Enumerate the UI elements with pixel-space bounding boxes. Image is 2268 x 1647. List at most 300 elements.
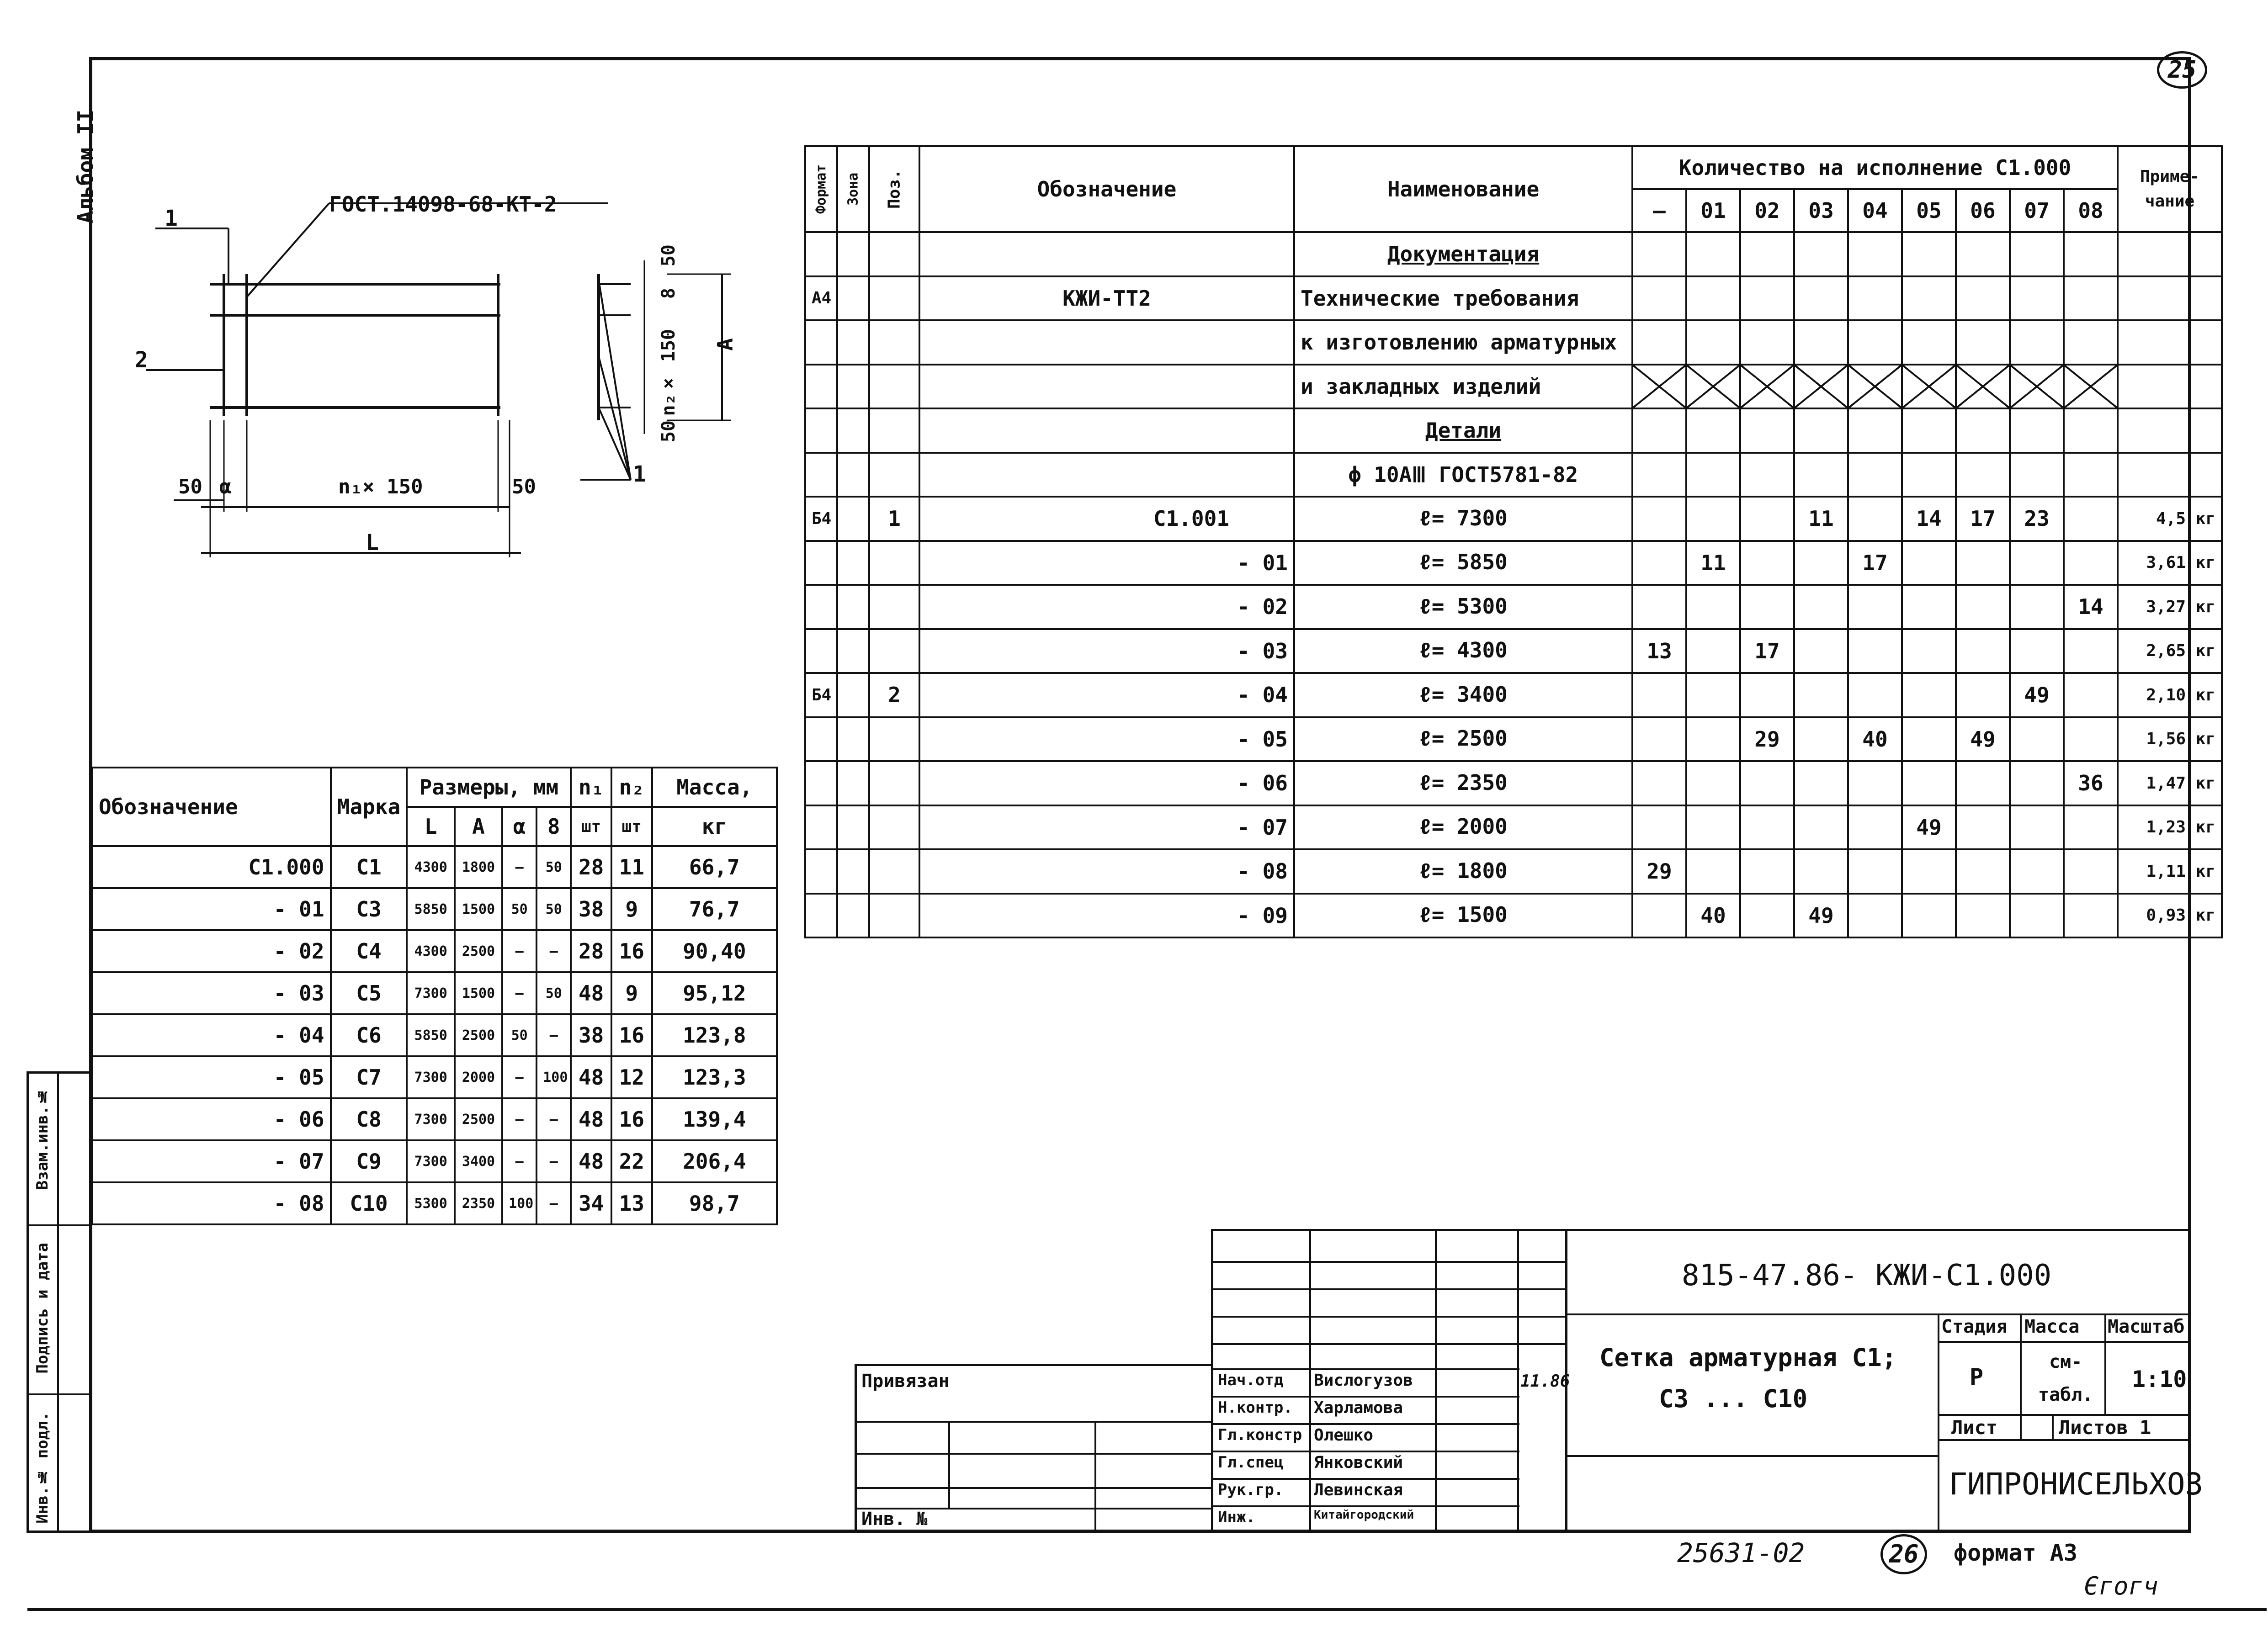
- spec-qty-cell: [1632, 894, 1686, 938]
- spec-row: [805, 453, 2222, 497]
- spec-zone-cell: [837, 805, 869, 850]
- sizes-cell: 95,12: [652, 972, 777, 1014]
- spec-zone-cell: [837, 541, 869, 585]
- spec-qty-cell: [1632, 232, 1686, 276]
- title-block: [1565, 1229, 2204, 1533]
- sheet-number-bottom: 26: [1880, 1534, 1927, 1574]
- spec-zone-cell: [837, 276, 869, 321]
- sizes-header-L: L: [407, 807, 454, 846]
- sizes-cell: —: [502, 930, 536, 972]
- dim-left-label: 50: [178, 475, 202, 498]
- spec-qty-cell: [1686, 673, 1740, 717]
- privyazan-label: Привязан: [861, 1371, 950, 1392]
- sizes-cell: 7300: [407, 1140, 454, 1182]
- spec-qty-cell: [1632, 497, 1686, 541]
- mass-value: см- табл.: [2038, 1351, 2093, 1405]
- dim-top-label: 50: [658, 244, 679, 267]
- qty-col-header: —: [1632, 189, 1686, 232]
- spec-qty-cell: [1848, 673, 1902, 717]
- sizes-cell: 4300: [407, 930, 454, 972]
- spec-qty-cell: [2010, 805, 2064, 850]
- spec-name-cell: ℓ= 2350: [1294, 761, 1632, 805]
- spec-name-cell: ℓ= 1800: [1294, 849, 1632, 894]
- scale-header: Масштаб: [2108, 1316, 2185, 1337]
- spec-row: [805, 849, 2222, 894]
- spec-name-cell: ℓ= 5850: [1294, 541, 1632, 585]
- spec-qty-cell: [1794, 276, 1848, 321]
- sizes-header-mark: Марка: [331, 768, 407, 846]
- spec-qty-cell: [1740, 585, 1794, 629]
- spec-format-cell: [805, 849, 837, 894]
- spec-qty-cell: [1956, 673, 2010, 717]
- col-header-pos: Поз.: [869, 146, 919, 232]
- spec-note-cell: 1,23 кг: [2118, 805, 2222, 850]
- sizes-cell: 50: [502, 1014, 536, 1056]
- spec-zone-cell: [837, 232, 869, 276]
- spec-qty-cell: [2010, 585, 2064, 629]
- staff-row-line: [1213, 1478, 1519, 1480]
- sizes-cell: —: [502, 1140, 536, 1182]
- spec-format-cell: [805, 320, 837, 365]
- spec-qty-cell: [1740, 232, 1794, 276]
- sizes-cell: 50: [502, 888, 536, 930]
- sizes-cell: 98,7: [652, 1182, 777, 1224]
- sizes-cell: 50: [536, 846, 571, 888]
- spec-zone-cell: [837, 849, 869, 894]
- spec-designation-cell: КЖИ-ТТ2: [919, 276, 1294, 321]
- spec-qty-cell: [1956, 629, 2010, 673]
- sizes-cell: 2500: [455, 1098, 502, 1140]
- spec-qty-cell: [1686, 761, 1740, 805]
- sizes-cell: - 02: [92, 930, 331, 972]
- spec-pos-cell: [869, 761, 919, 805]
- sizes-cell: 38: [571, 888, 611, 930]
- spec-pos-cell: 2: [869, 673, 919, 717]
- sizes-cell: 7300: [407, 972, 454, 1014]
- spec-zone-cell: [837, 894, 869, 938]
- stage-value: Р: [1970, 1364, 1984, 1390]
- spec-qty-cell: [1740, 673, 1794, 717]
- spec-format-cell: [805, 717, 837, 762]
- spec-qty-cell: 49: [1956, 717, 2010, 762]
- spec-qty-cell: [1740, 761, 1794, 805]
- spec-row: [805, 761, 2222, 805]
- spec-designation-cell: [919, 365, 1294, 409]
- spec-qty-cell: [1902, 849, 1956, 894]
- spec-qty-cell: [2010, 320, 2064, 365]
- spec-qty-cell: [1632, 365, 1686, 409]
- staff-role: Инж.: [1218, 1508, 1255, 1526]
- spec-pos-cell: [869, 320, 919, 365]
- spec-qty-cell: [1848, 408, 1902, 453]
- spec-name-cell: ℓ= 3400: [1294, 673, 1632, 717]
- spec-format-cell: Б4: [805, 673, 837, 717]
- sizes-cell: —: [536, 1098, 571, 1140]
- sizes-row: [92, 888, 777, 930]
- stage-header: Стадия: [1941, 1316, 2008, 1337]
- qty-col-header: 02: [1740, 189, 1794, 232]
- sizes-cell: —: [502, 972, 536, 1014]
- side-stamp: [27, 1071, 90, 1533]
- staff-name: Янковский: [1314, 1453, 1403, 1472]
- sizes-cell: - 05: [92, 1056, 331, 1098]
- spec-zone-cell: [837, 453, 869, 497]
- spec-pos-cell: 1: [869, 497, 919, 541]
- spec-qty-cell: [1794, 453, 1848, 497]
- sizes-cell: 22: [611, 1140, 652, 1182]
- spec-qty-cell: 36: [2064, 761, 2118, 805]
- spec-qty-cell: [1956, 408, 2010, 453]
- sizes-cell: - 03: [92, 972, 331, 1014]
- spec-qty-cell: [1686, 849, 1740, 894]
- mass-header: Масса: [2024, 1316, 2080, 1337]
- spec-qty-cell: 23: [2010, 497, 2064, 541]
- spec-qty-cell: [1686, 408, 1740, 453]
- spec-pos-cell: [869, 232, 919, 276]
- sizes-cell: 206,4: [652, 1140, 777, 1182]
- spec-qty-cell: [1902, 585, 1956, 629]
- staff-row-line: [1213, 1396, 1519, 1398]
- sizes-row: [92, 1056, 777, 1098]
- sizes-cell: 48: [571, 1098, 611, 1140]
- spec-qty-cell: [2064, 497, 2118, 541]
- sizes-table: [91, 767, 778, 1225]
- sizes-cell: 16: [611, 1014, 652, 1056]
- spec-pos-cell: [869, 585, 919, 629]
- sizes-cell: 9: [611, 972, 652, 1014]
- dim-n2-label: n₂× 150: [658, 329, 679, 416]
- specification-table: [804, 145, 2223, 938]
- approval-date: 11.86: [1520, 1372, 1570, 1391]
- spec-qty-cell: [2064, 849, 2118, 894]
- spec-qty-cell: [1848, 629, 1902, 673]
- sizes-cell: 48: [571, 972, 611, 1014]
- spec-row: [805, 805, 2222, 850]
- spec-qty-cell: [1686, 453, 1740, 497]
- spec-format-cell: [805, 408, 837, 453]
- spec-qty-cell: [1902, 408, 1956, 453]
- spec-note-cell: [2118, 408, 2222, 453]
- spec-note-cell: 3,61 кг: [2118, 541, 2222, 585]
- sizes-cell: - 08: [92, 1182, 331, 1224]
- spec-qty-cell: [1794, 673, 1848, 717]
- spec-designation-cell: - 08: [919, 849, 1294, 894]
- spec-qty-cell: [1902, 276, 1956, 321]
- sizes-cell: 123,3: [652, 1056, 777, 1098]
- sizes-header-designation: Обозначение: [92, 768, 331, 846]
- dim-n1-label: n₁× 150: [338, 475, 423, 498]
- spec-qty-cell: [1740, 408, 1794, 453]
- spec-qty-cell: [1902, 320, 1956, 365]
- sizes-cell: —: [502, 1056, 536, 1098]
- spec-designation-cell: - 02: [919, 585, 1294, 629]
- spec-qty-cell: [2010, 365, 2064, 409]
- spec-qty-cell: [1902, 453, 1956, 497]
- spec-row: [805, 894, 2222, 938]
- spec-name-cell: ℓ= 5300: [1294, 585, 1632, 629]
- spec-qty-cell: [1848, 761, 1902, 805]
- spec-qty-cell: [1632, 761, 1686, 805]
- spec-qty-cell: [2064, 232, 2118, 276]
- spec-qty-cell: [2010, 717, 2064, 762]
- spec-qty-cell: [1848, 585, 1902, 629]
- signature-mark: Єгогч: [2084, 1572, 2158, 1600]
- spec-qty-cell: 17: [1740, 629, 1794, 673]
- sizes-cell: - 01: [92, 888, 331, 930]
- spec-designation-cell: [919, 320, 1294, 365]
- spec-qty-cell: [1794, 541, 1848, 585]
- spec-qty-cell: [1956, 894, 2010, 938]
- spec-zone-cell: [837, 497, 869, 541]
- dim-A-label: А: [713, 338, 738, 351]
- spec-designation-cell: - 04: [919, 673, 1294, 717]
- sizes-cell: - 06: [92, 1098, 331, 1140]
- spec-qty-cell: [1632, 673, 1686, 717]
- spec-designation-cell: С1.001: [919, 497, 1294, 541]
- spec-qty-cell: [1956, 276, 2010, 321]
- col-header-zone: Зона: [837, 146, 869, 232]
- spec-qty-cell: [1794, 585, 1848, 629]
- spec-zone-cell: [837, 629, 869, 673]
- sizes-cell: —: [536, 1140, 571, 1182]
- spec-designation-cell: [919, 232, 1294, 276]
- qty-col-header: 04: [1848, 189, 1902, 232]
- sizes-cell: 139,4: [652, 1098, 777, 1140]
- sizes-cell: —: [536, 1182, 571, 1224]
- spec-qty-cell: [1794, 408, 1848, 453]
- sizes-header-dims: Размеры, мм: [407, 768, 571, 807]
- spec-designation-cell: [919, 453, 1294, 497]
- sizes-cell: С8: [331, 1098, 407, 1140]
- spec-qty-cell: [1794, 365, 1848, 409]
- spec-row: [805, 629, 2222, 673]
- spec-qty-cell: [1902, 629, 1956, 673]
- gost-label: ГОСТ.14098-68-КТ-2: [329, 192, 557, 217]
- spec-qty-cell: [2010, 453, 2064, 497]
- spec-qty-cell: [1632, 805, 1686, 850]
- col-header-format: Формат: [805, 146, 837, 232]
- format-label: формат А3: [1954, 1540, 2077, 1566]
- spec-note-cell: 1,11 кг: [2118, 849, 2222, 894]
- sizes-cell: 1800: [455, 846, 502, 888]
- spec-qty-cell: 11: [1686, 541, 1740, 585]
- sizes-header-n1: n₁: [571, 768, 611, 807]
- side-stamp-podpis: Подпись и дата: [33, 1243, 52, 1374]
- spec-qty-cell: [1794, 849, 1848, 894]
- qty-col-header: 06: [1956, 189, 2010, 232]
- sheets-header: Листов 1: [2059, 1416, 2151, 1439]
- spec-qty-cell: [1632, 453, 1686, 497]
- spec-qty-cell: [1956, 585, 2010, 629]
- spec-qty-cell: [1686, 320, 1740, 365]
- staff-role: Гл.констр: [1218, 1426, 1302, 1444]
- staff-name: Левинская: [1314, 1481, 1403, 1499]
- organization-name: ГИПРОНИСЕЛЬХОЗ: [1949, 1467, 2204, 1502]
- sizes-header-b: 8: [536, 807, 571, 846]
- dim-L-label: L: [366, 530, 379, 556]
- spec-row: [805, 320, 2222, 365]
- spec-qty-cell: 14: [1902, 497, 1956, 541]
- spec-qty-cell: [1740, 497, 1794, 541]
- spec-note-cell: 0,93 кг: [2118, 894, 2222, 938]
- spec-qty-cell: [1686, 276, 1740, 321]
- album-label: Альбом II: [73, 110, 98, 224]
- spec-designation-cell: - 07: [919, 805, 1294, 850]
- sizes-header-n1-unit: шт: [571, 807, 611, 846]
- spec-row: [805, 408, 2222, 453]
- privyazan-box: [855, 1364, 1213, 1533]
- spec-qty-cell: [1848, 232, 1902, 276]
- sizes-cell: 5850: [407, 888, 454, 930]
- spec-qty-cell: [1902, 232, 1956, 276]
- spec-pos-cell: [869, 849, 919, 894]
- spec-zone-cell: [837, 408, 869, 453]
- spec-qty-cell: [1740, 276, 1794, 321]
- spec-designation-cell: - 06: [919, 761, 1294, 805]
- sizes-row: [92, 930, 777, 972]
- spec-qty-cell: [1632, 408, 1686, 453]
- spec-qty-cell: [1848, 276, 1902, 321]
- spec-name-cell: ℓ= 7300: [1294, 497, 1632, 541]
- spec-row: [805, 717, 2222, 762]
- sizes-cell: —: [502, 846, 536, 888]
- sizes-cell: 66,7: [652, 846, 777, 888]
- spec-qty-cell: 40: [1686, 894, 1740, 938]
- spec-pos-cell: [869, 365, 919, 409]
- spec-note-cell: 1,56 кг: [2118, 717, 2222, 762]
- spec-pos-cell: [869, 717, 919, 762]
- dim-b-label: 8: [658, 288, 679, 299]
- spec-qty-cell: [1740, 541, 1794, 585]
- sizes-cell: С7: [331, 1056, 407, 1098]
- spec-qty-cell: [2064, 541, 2118, 585]
- spec-note-cell: 4,5 кг: [2118, 497, 2222, 541]
- spec-zone-cell: [837, 717, 869, 762]
- sizes-row: [92, 846, 777, 888]
- side-stamp-vzam: Взам.инв.№: [33, 1087, 52, 1190]
- spec-qty-cell: 13: [1632, 629, 1686, 673]
- spec-designation-cell: [919, 408, 1294, 453]
- spec-qty-cell: [1902, 365, 1956, 409]
- spec-qty-cell: [2064, 320, 2118, 365]
- spec-row: [805, 673, 2222, 717]
- sheet-number-top: 25: [2157, 51, 2207, 89]
- staff-name: Китайгородский: [1314, 1508, 1414, 1522]
- spec-qty-cell: [1848, 497, 1902, 541]
- spec-qty-cell: 11: [1794, 497, 1848, 541]
- sizes-cell: 16: [611, 1098, 652, 1140]
- spec-note-cell: [2118, 232, 2222, 276]
- spec-zone-cell: [837, 761, 869, 805]
- spec-row: [805, 276, 2222, 321]
- sizes-cell: 2500: [455, 1014, 502, 1056]
- spec-format-cell: [805, 629, 837, 673]
- spec-qty-cell: [1794, 629, 1848, 673]
- spec-row: [805, 232, 2222, 276]
- spec-qty-cell: [1632, 717, 1686, 762]
- staff-row-line: [1213, 1505, 1519, 1507]
- spec-format-cell: [805, 541, 837, 585]
- spec-qty-cell: [1740, 453, 1794, 497]
- sizes-cell: С1.000: [92, 846, 331, 888]
- spec-note-cell: 2,65 кг: [2118, 629, 2222, 673]
- sizes-cell: 16: [611, 930, 652, 972]
- spec-qty-cell: [1794, 232, 1848, 276]
- inv-no-label: Инв. №: [861, 1509, 928, 1530]
- qty-col-header: 01: [1686, 189, 1740, 232]
- spec-qty-cell: [1902, 541, 1956, 585]
- spec-qty-cell: [1632, 276, 1686, 321]
- spec-qty-cell: [1740, 849, 1794, 894]
- spec-qty-cell: [2064, 805, 2118, 850]
- spec-pos-cell: [869, 894, 919, 938]
- spec-name-cell: ℓ= 2500: [1294, 717, 1632, 762]
- spec-qty-cell: [2064, 408, 2118, 453]
- sizes-header-n2: n₂: [611, 768, 652, 807]
- sizes-cell: —: [536, 1014, 571, 1056]
- scale-value: 1:10: [2132, 1366, 2187, 1393]
- spec-note-cell: [2118, 320, 2222, 365]
- spec-qty-cell: [1686, 805, 1740, 850]
- qty-col-header: 05: [1902, 189, 1956, 232]
- side-stamp-inv: Инв.№ подл.: [33, 1412, 52, 1524]
- spec-qty-cell: [1956, 365, 2010, 409]
- document-code: 815-47.86- КЖИ-С1.000: [1682, 1259, 2052, 1292]
- sizes-header-mass: Масса,: [652, 768, 777, 807]
- spec-zone-cell: [837, 673, 869, 717]
- spec-qty-cell: [2010, 629, 2064, 673]
- spec-qty-cell: [1740, 320, 1794, 365]
- sizes-cell: 2000: [455, 1056, 502, 1098]
- spec-pos-cell: [869, 453, 919, 497]
- sizes-header-A: А: [455, 807, 502, 846]
- spec-format-cell: А4: [805, 276, 837, 321]
- spec-name-cell: и закладных изделий: [1294, 365, 1632, 409]
- spec-qty-cell: [2010, 761, 2064, 805]
- col-header-note: Приме- чание: [2118, 146, 2222, 232]
- spec-qty-cell: [1686, 717, 1740, 762]
- sizes-row: [92, 1140, 777, 1182]
- sizes-cell: С4: [331, 930, 407, 972]
- spec-qty-cell: [1794, 761, 1848, 805]
- sizes-cell: 123,8: [652, 1014, 777, 1056]
- spec-qty-cell: [2064, 453, 2118, 497]
- spec-format-cell: [805, 894, 837, 938]
- spec-qty-cell: [1956, 761, 2010, 805]
- staff-name: Вислогузов: [1314, 1371, 1413, 1390]
- qty-col-header: 03: [1794, 189, 1848, 232]
- qty-col-header: 07: [2010, 189, 2064, 232]
- sizes-cell: —: [502, 1098, 536, 1140]
- spec-name-cell: Документация: [1294, 232, 1632, 276]
- dim-right-label: 50: [512, 475, 536, 498]
- spec-zone-cell: [837, 320, 869, 365]
- mark-2-label: 2: [135, 347, 148, 373]
- staff-row-line: [1213, 1423, 1519, 1425]
- sizes-cell: 50: [536, 888, 571, 930]
- sheet-header: Лист: [1951, 1416, 1998, 1439]
- spec-qty-cell: [1632, 541, 1686, 585]
- spec-zone-cell: [837, 365, 869, 409]
- spec-qty-cell: [1848, 365, 1902, 409]
- spec-qty-cell: [1848, 894, 1902, 938]
- sizes-cell: 28: [571, 930, 611, 972]
- spec-qty-cell: [2010, 849, 2064, 894]
- spec-qty-cell: 17: [1848, 541, 1902, 585]
- spec-qty-cell: [1740, 365, 1794, 409]
- sizes-cell: С5: [331, 972, 407, 1014]
- spec-name-cell: к изготовлению арматурных: [1294, 320, 1632, 365]
